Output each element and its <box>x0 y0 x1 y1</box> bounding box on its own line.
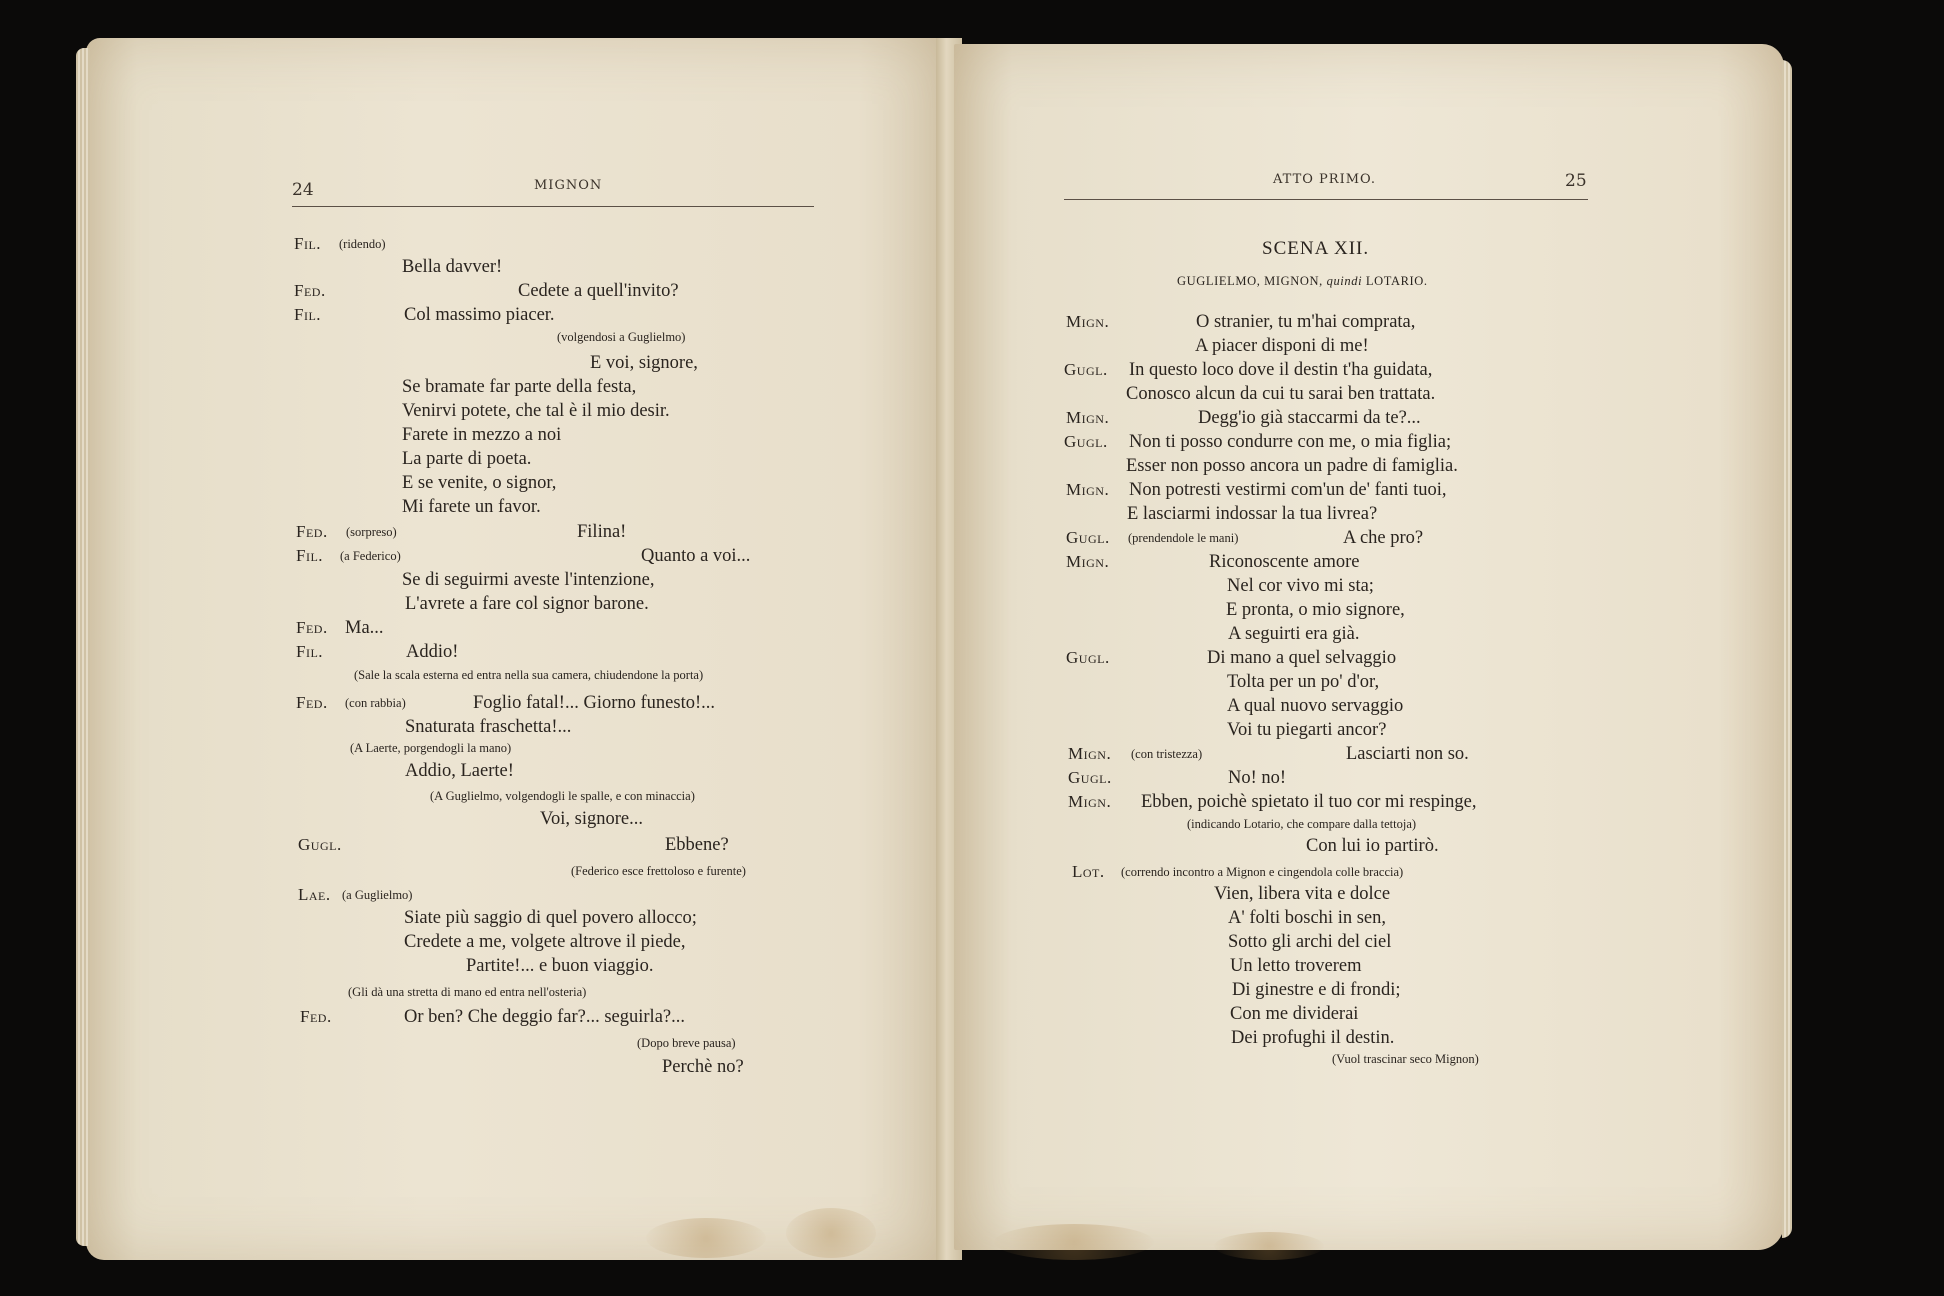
left-verse-line: Cedete a quell'invito? <box>518 281 679 301</box>
left-stage-direction: (ridendo) <box>339 237 386 251</box>
right-speaker: Gugl. <box>1066 648 1110 667</box>
page-number-left: 24 <box>292 180 314 200</box>
right-verse-line: Un letto troverem <box>1230 956 1362 976</box>
right-stage-direction: (correndo incontro a Mignon e cingendola colle braccia) <box>1121 865 1404 879</box>
left-verse-line: Or ben? Che deggio far?... seguirla?... <box>404 1007 685 1027</box>
left-verse-line: Addio, Laerte! <box>405 761 514 781</box>
right-verse-line: E pronta, o mio signore, <box>1226 600 1405 620</box>
left-speaker: Fil. <box>294 234 322 253</box>
left-verse-line: Foglio fatal!... Giorno funesto!... <box>473 693 715 713</box>
left-speaker: Fil. <box>296 546 324 565</box>
right-speaker: Gugl. <box>1064 432 1108 451</box>
left-verse-line: Bella davver! <box>402 257 503 277</box>
left-stage-direction: (a Federico) <box>340 549 401 563</box>
right-verse-line: Con lui io partirò. <box>1306 836 1439 856</box>
right-verse-line: A che pro? <box>1343 528 1424 548</box>
scene-characters <box>1177 274 1428 289</box>
left-stage-direction: (Sale la scala esterna ed entra nella sua camera, chiudendone la porta) <box>354 668 704 682</box>
right-verse-line: Non potresti vestirmi com'un de' fanti tuoi, <box>1129 480 1447 500</box>
right-verse-line: In questo loco dove il destin t'ha guidata, <box>1129 360 1433 380</box>
left-verse-line: E se venite, o signor, <box>402 473 557 493</box>
left-verse-line: Mi farete un favor. <box>402 497 541 517</box>
right-speaker: Mign. <box>1066 408 1110 427</box>
left-verse-line: Ma... <box>345 618 384 638</box>
right-speaker: Gugl. <box>1066 528 1110 547</box>
left-speaker: Fed. <box>296 522 328 541</box>
right-verse-line: Sotto gli archi del ciel <box>1228 932 1392 952</box>
characters-list: GUGLIELMO, MIGNON, <box>1177 274 1323 288</box>
left-verse-line: Siate più saggio di quel povero allocco; <box>404 908 697 928</box>
left-verse-line: Filina! <box>577 522 627 542</box>
right-verse-line: Riconoscente amore <box>1209 552 1360 572</box>
right-verse-line: Lasciarti non so. <box>1346 744 1469 764</box>
right-verse-line: Dei profughi il destin. <box>1231 1028 1395 1048</box>
open-book <box>86 38 1784 1260</box>
right-stage-direction: (prendendole le mani) <box>1128 531 1239 545</box>
left-verse-line: Venirvi potete, che tal è il mio desir. <box>402 401 670 421</box>
left-verse-line: Farete in mezzo a noi <box>402 425 562 445</box>
left-verse-line: Voi, signore... <box>540 809 643 829</box>
running-head-left: MIGNON <box>534 178 603 193</box>
right-verse-line: Di ginestre e di frondi; <box>1232 980 1401 1000</box>
right-speaker: Gugl. <box>1068 768 1112 787</box>
right-verse-line: A seguirti era già. <box>1228 624 1360 644</box>
left-verse-line: Se bramate far parte della festa, <box>402 377 637 397</box>
page-number-right: 25 <box>1565 171 1587 191</box>
left-verse-line: Addio! <box>406 642 459 662</box>
right-verse-line: A qual nuovo servaggio <box>1227 696 1404 716</box>
header-rule-left <box>292 206 814 207</box>
left-verse-line: E voi, signore, <box>590 353 698 373</box>
left-stage-direction: (con rabbia) <box>345 696 406 710</box>
left-speaker: Fil. <box>296 642 324 661</box>
right-stage-direction: (con tristezza) <box>1131 747 1203 761</box>
left-verse-line: Se di seguirmi aveste l'intenzione, <box>402 570 655 590</box>
right-verse-line: A' folti boschi in sen, <box>1228 908 1386 928</box>
right-speaker: Mign. <box>1066 312 1110 331</box>
left-verse-line: Ebbene? <box>665 835 729 855</box>
right-verse-line: Degg'io già staccarmi da te?... <box>1198 408 1421 428</box>
right-verse-line: Nel cor vivo mi sta; <box>1227 576 1374 596</box>
right-verse-line: Non ti posso condurre con me, o mia figlia; <box>1129 432 1452 452</box>
left-stage-direction: (volgendosi a Guglielmo) <box>557 330 686 344</box>
left-speaker: Fed. <box>294 281 326 300</box>
right-verse-line: Di mano a quel selvaggio <box>1207 648 1397 668</box>
left-verse-line: Snaturata fraschetta!... <box>405 717 572 737</box>
left-verse-line: La parte di poeta. <box>402 449 532 469</box>
characters-connector: quindi <box>1326 274 1363 288</box>
left-verse-line: L'avrete a fare col signor barone. <box>405 594 649 614</box>
left-verse-line: Partite!... e buon viaggio. <box>466 956 654 976</box>
left-verse-line: Col massimo piacer. <box>404 305 555 325</box>
right-verse-line: Tolta per un po' d'or, <box>1227 672 1380 692</box>
right-verse-line: Voi tu piegarti ancor? <box>1227 720 1387 740</box>
right-verse-line: O stranier, tu m'hai comprata, <box>1196 312 1416 332</box>
right-speaker: Mign. <box>1068 792 1112 811</box>
left-stage-direction: (Dopo breve pausa) <box>637 1036 736 1050</box>
left-stage-direction: (a Guglielmo) <box>342 888 413 902</box>
left-speaker: Fed. <box>300 1007 332 1026</box>
running-head-right: ATTO PRIMO. <box>1273 172 1377 187</box>
right-verse-line: Ebben, poichè spietato il tuo cor mi respinge, <box>1141 792 1477 812</box>
left-speaker: Gugl. <box>298 835 342 854</box>
left-stage-direction: (Gli dà una stretta di mano ed entra nell'osteria) <box>348 985 587 999</box>
left-verse-line: Perchè no? <box>662 1057 744 1077</box>
right-speaker: Lot. <box>1072 862 1105 881</box>
right-verse-line: No! no! <box>1228 768 1287 788</box>
right-verse-line: E lasciarmi indossar la tua livrea? <box>1127 504 1378 524</box>
characters-last: LOTARIO. <box>1365 274 1428 288</box>
left-speaker: Fil. <box>294 305 322 324</box>
right-verse-line: A piacer disponi di me! <box>1195 336 1369 356</box>
left-verse-line: Credete a me, volgete altrove il piede, <box>404 932 686 952</box>
left-speaker: Fed. <box>296 618 328 637</box>
left-stage-direction: (A Laerte, porgendogli la mano) <box>350 741 512 755</box>
left-stage-direction: (Federico esce frettoloso e furente) <box>571 864 746 878</box>
left-stage-direction: (A Guglielmo, volgendogli le spalle, e con minaccia) <box>430 789 695 803</box>
scene-title: SCENA XII. <box>1262 238 1370 259</box>
right-speaker: Mign. <box>1066 480 1110 499</box>
right-speaker: Mign. <box>1068 744 1112 763</box>
right-verse-line: Esser non posso ancora un padre di famiglia. <box>1126 456 1458 476</box>
header-rule-right <box>1064 199 1588 200</box>
right-stage-direction: (indicando Lotario, che compare dalla tettoja) <box>1187 817 1417 831</box>
right-stage-direction: (Vuol trascinar seco Mignon) <box>1332 1052 1479 1066</box>
right-verse-line: Con me dividerai <box>1230 1004 1359 1024</box>
left-speaker: Lae. <box>298 885 331 904</box>
left-stage-direction: (sorpreso) <box>346 525 397 539</box>
right-speaker: Mign. <box>1066 552 1110 571</box>
right-verse-line: Vien, libera vita e dolce <box>1214 884 1391 904</box>
right-verse-line: Conosco alcun da cui tu sarai ben trattata. <box>1126 384 1436 404</box>
left-speaker: Fed. <box>296 693 328 712</box>
left-verse-line: Quanto a voi... <box>641 546 751 566</box>
right-speaker: Gugl. <box>1064 360 1108 379</box>
left-page <box>86 38 944 1260</box>
